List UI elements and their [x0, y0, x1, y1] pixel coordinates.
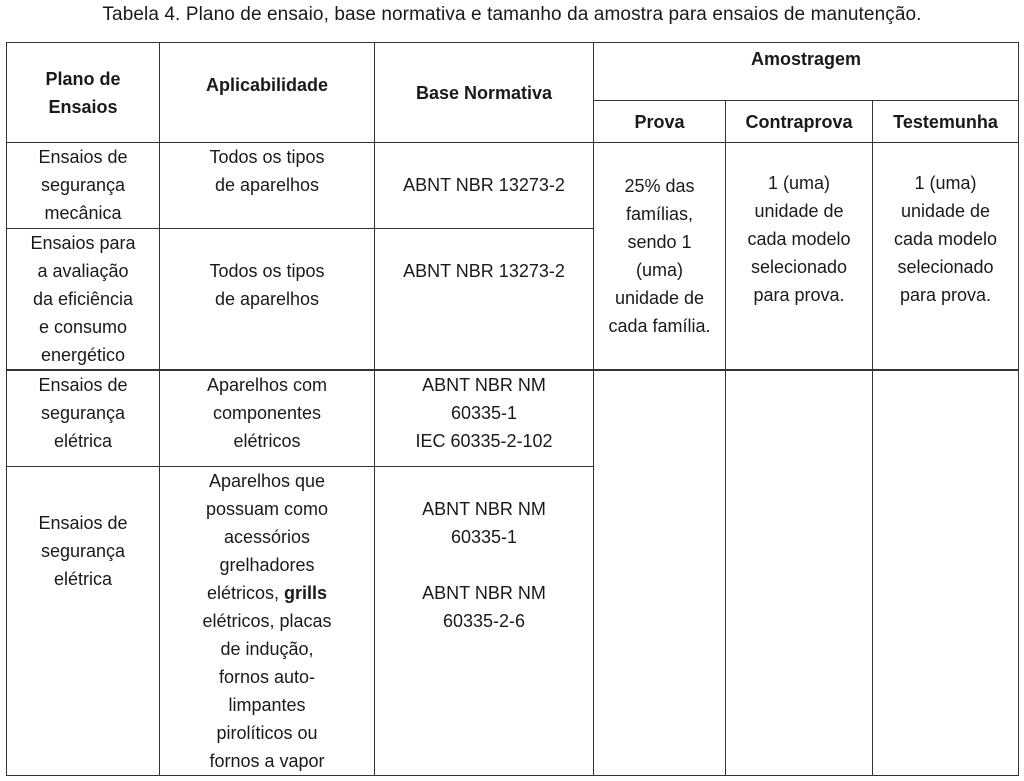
cell-aplicabilidade: Todos os tipos de aparelhos — [160, 143, 375, 229]
cell-prova-empty — [594, 370, 726, 775]
test-plan-table — [6, 42, 1019, 776]
header-aplicabilidade: Aplicabilidade — [160, 43, 375, 143]
cell-plano: Ensaios para a avaliação da eficiência e consumo energético — [7, 229, 160, 371]
cell-base-normativa: ABNT NBR 13273-2 — [375, 143, 594, 229]
table-caption: Tabela 4. Plano de ensaio, base normativa e tamanho da amostra para ensaios de manutenção. — [102, 4, 922, 25]
header-prova: Prova — [594, 101, 726, 143]
header-plano-ensaios: Plano de Ensaios — [7, 43, 160, 143]
grills-bold-text: grills — [284, 582, 328, 603]
cell-base-normativa: ABNT NBR NM 60335-1 IEC 60335-2-102 — [375, 370, 594, 466]
cell-plano: Ensaios de segurança elétrica — [7, 370, 160, 466]
header-contraprova: Contraprova — [726, 101, 873, 143]
header-base-normativa: Base Normativa — [375, 43, 594, 143]
cell-contraprova: 1 (uma) unidade de cada modelo selecionado para prova. — [726, 143, 873, 371]
cell-base-normativa: ABNT NBR NM 60335-1 ABNT NBR NM 60335-2-6 — [375, 466, 594, 775]
cell-aplicabilidade: Todos os tipos de aparelhos — [160, 229, 375, 371]
header-amostragem: Amostragem — [594, 43, 1019, 101]
cell-prova: 25% das famílias, sendo 1 (uma) unidade de cada família. — [594, 143, 726, 371]
cell-testemunha-empty — [873, 370, 1019, 775]
cell-base-normativa: ABNT NBR 13273-2 — [375, 229, 594, 371]
table-row — [7, 143, 1019, 229]
cell-plano: Ensaios de segurança elétrica — [7, 466, 160, 775]
cell-contraprova-empty — [726, 370, 873, 775]
table-row — [7, 370, 1019, 466]
cell-aplicabilidade: Aparelhos que possuam como acessórios grelhadores elétricos, grills elétricos, placas de indução, fornos auto- limpantes pirolíticos ou fornos a vapor — [160, 466, 375, 775]
cell-plano: Ensaios de segurança mecânica — [7, 143, 160, 229]
cell-testemunha: 1 (uma) unidade de cada modelo selecionado para prova. — [873, 143, 1019, 371]
cell-aplicabilidade: Aparelhos com componentes elétricos — [160, 370, 375, 466]
header-testemunha: Testemunha — [873, 101, 1019, 143]
